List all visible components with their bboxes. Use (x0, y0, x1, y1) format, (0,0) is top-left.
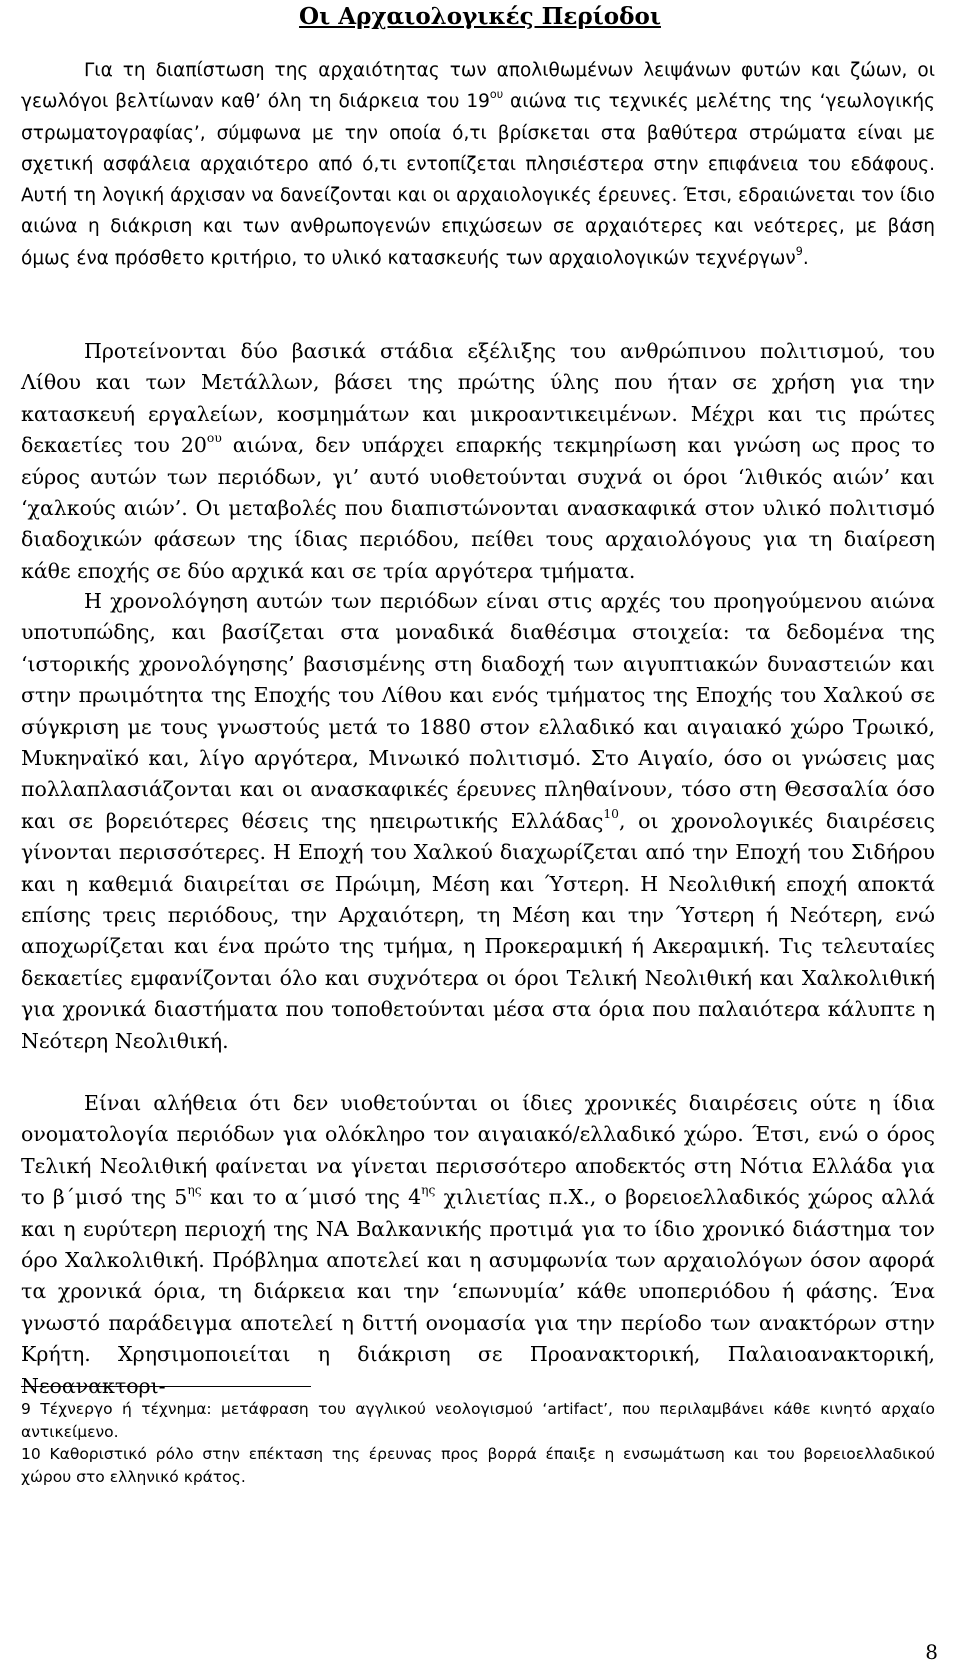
footnote-reference-10-number: 10 (603, 807, 619, 822)
paragraph-3-text-b: , οι χρονολογικές διαιρέσεις γίνονται περισσότερες. Η Εποχή του Χαλκού διαχωρίζεται από την Εποχή του Σιδήρου και η καθεμιά διαιρείται σε Πρώιμη, Μέση και Ύστερη. Η Νεολιθική εποχή αποκτά επίσης τρεις περιόδους, την Αρχαιότερη, τη Μέση και την Ύστερη ή Νεότερη, ενώ αποχωρίζεται και ένα πρώτο της τμήμα, η Προκεραμική ή Ακεραμική. Τις τελευταίες δεκαετίες εμφανίζονται όλο και συχνότερα οι όροι Τελική Νεολιθική και Χαλκολιθική για χρονικά διαστήματα που τοποθετούνται μέσα στα όρια που παλαιότερα κάλυπτε η Νεότερη Νεολιθική. (21, 808, 936, 1053)
footnote-9-number: 9 (21, 1400, 31, 1418)
paragraph-4-text-a: Είναι αλήθεια ότι δεν υιοθετούνται οι ίδιες χρονικές διαιρέσεις ούτε η ίδια ονοματολογία περιόδων για ολόκληρο τον αιγαιακό/ελλαδικό χώρο. Έτσι, ενώ ο όρος Τελική Νεολιθική φαίνεται να γίνεται περισσότερο αποδεκτός στη Νότια Ελλάδα για το β΄μισό της 5 (21, 1091, 935, 1210)
paragraph-4 (21, 1088, 935, 1402)
ordinal-superscript: ης (187, 1183, 202, 1198)
paragraph-3 (21, 586, 935, 1057)
page-title: Οι Αρχαιολογικές Περίοδοι (299, 3, 661, 30)
footnote-9 (21, 1398, 935, 1443)
footnote-9-text: Τέχνεργο ή τέχνημα: μετάφραση του αγγλικού νεολογισμού ‘artifact’, που περιλαμβάνει κάθε κινητό αρχαίο αντικείμενο. (21, 1400, 935, 1441)
page-number: 8 (925, 1640, 938, 1664)
paragraph-4-text-c: χιλιετίας π.Χ., ο βορειοελλαδικός χώρος αλλά και η ευρύτερη περιοχή της ΝΑ Βαλκανικής προτιμά για το ίδιο χρονικό διάστημα τον όρο Χαλκολιθική. Πρόβλημα αποτελεί και η ασυμφωνία των αρχαιολόγων όσον αφορά τα χρονικά όρια, τη διάρκεια και την ‘επωνυμία’ κάθε υποπεριόδου ή φάσης. Ένα γνωστό παράδειγμα αποτελεί η διττή ονομασία για την περίοδο των ανακτόρων στην Κρήτη. Χρησιμοποιείται η διάκριση σε Προανακτορική, Παλαιοανακτορική, Νεοανακτορι- (21, 1185, 935, 1398)
paragraph-1-text-a: Για τη διαπίστωση της αρχαιότητας των απολιθωμένων λειψάνων φυτών και ζώων, οι γεωλόγοι βελτίωναν καθ’ όλη τη διάρκεια του 19 (21, 60, 935, 113)
footnote-10-text: Καθοριστικό ρόλο στην επέκταση της έρευνας προς βορρά έπαιξε η ενσωμάτωση και του βορειοελλαδικού χώρου στο ελληνικό κράτος. (21, 1445, 935, 1486)
paragraph-2 (21, 336, 935, 587)
paragraph-2-text-a: Προτείνονται δύο βασικά στάδια εξέλιξης του ανθρώπινου πολιτισμού, του Λίθου και των Μετάλλων, βάσει της πρώτης ύλης που ήταν σε χρήση για την κατασκευή εργαλείων, κοσμημάτων και μικροαντικειμένων. Μέχρι και τις πρώτες δεκαετίες του 20 (21, 339, 935, 458)
ordinal-superscript: ου (206, 431, 222, 446)
paragraph-1-text-c: . (802, 247, 809, 269)
footnote-10 (21, 1443, 935, 1488)
paragraph-2-text-b: αιώνα, δεν υπάρχει επαρκής τεκμηρίωση και γνώση ως προς το εύρος αυτών των περιόδων, γι’ αυτό υιοθετούνται συχνά οι όροι ‘λιθικός αιών’ και ‘χαλκούς αιών’. Οι μεταβολές που διαπιστώνονται ανασκαφικά στον υλικό πολιτισμό διαδοχικών φάσεων της ίδιας περιόδου, πείθει τους αρχαιολόγους για τη διαίρεση κάθε εποχής σε δύο αρχικά και σε τρία αργότερα τμήματα. (21, 433, 936, 583)
paragraph-1-text-b: αιώνα τις τεχνικές μελέτης της ‘γεωλογικής στρωματογραφίας’, σύμφωνα με την οποία ό,τι βρίσκεται στα βαθύτερα στρώματα είναι με σχετική ασφάλεια αρχαιότερο από ό,τι εντοπίζεται πλησιέστερα στην επιφάνεια του εδάφους. Αυτή τη λογική άρχισαν να δανείζονται και οι αρχαιολογικές έρευνες. Έτσι, εδραιώνεται τον ίδιο αιώνα η διάκριση και των ανθρωπογενών επιχώσεων σε αρχαιότερες και νεότερες, με βάση όμως ένα πρόσθετο κριτήριο, το υλικό κατασκευής των αρχαιολογικών τεχνέργων (21, 91, 935, 269)
paragraph-4-text-b: και το α΄μισό της 4 (201, 1185, 422, 1210)
paragraph-3-text-a: Η χρονολόγηση αυτών των περιόδων είναι στις αρχές του προηγούμενου αιώνα υποτυπώδης, και βασίζεται στα μοναδικά διαθέσιμα στοιχεία: τα δεδομένα της ‘ιστορικής χρονολόγησης’ βασισμένης στη διαδοχή των αιγυπτιακών δυναστειών και στην πρωιμότητα της Εποχής του Λίθου και ενός τμήματος της Εποχής του Χαλκού σε σύγκριση με τους γνωστούς μετά το 1880 στον ελλαδικό και αιγαιακό χώρο Τρωικό, Μυκηναϊκό και, λίγο αργότερα, Μινωικό πολιτισμό. Στο Αιγαίο, όσο οι γνώσεις μας πολλαπλασιάζονται και οι ανασκαφικές έρευνες πληθαίνουν, τόσο στη Θεσσαλία όσο και σε βορειότερες θέσεις της ηπειρωτικής Ελλάδας (21, 589, 935, 833)
ordinal-superscript: ης (421, 1183, 436, 1198)
footnote-reference-9[interactable] (795, 244, 803, 269)
footnote-separator (21, 1386, 311, 1387)
footnote-reference-10[interactable] (603, 809, 619, 833)
paragraph-1 (21, 55, 935, 274)
footnote-10-number: 10 (21, 1445, 41, 1463)
footnote-reference-9-number: 9 (795, 244, 803, 258)
ordinal-superscript: ου (489, 88, 504, 102)
